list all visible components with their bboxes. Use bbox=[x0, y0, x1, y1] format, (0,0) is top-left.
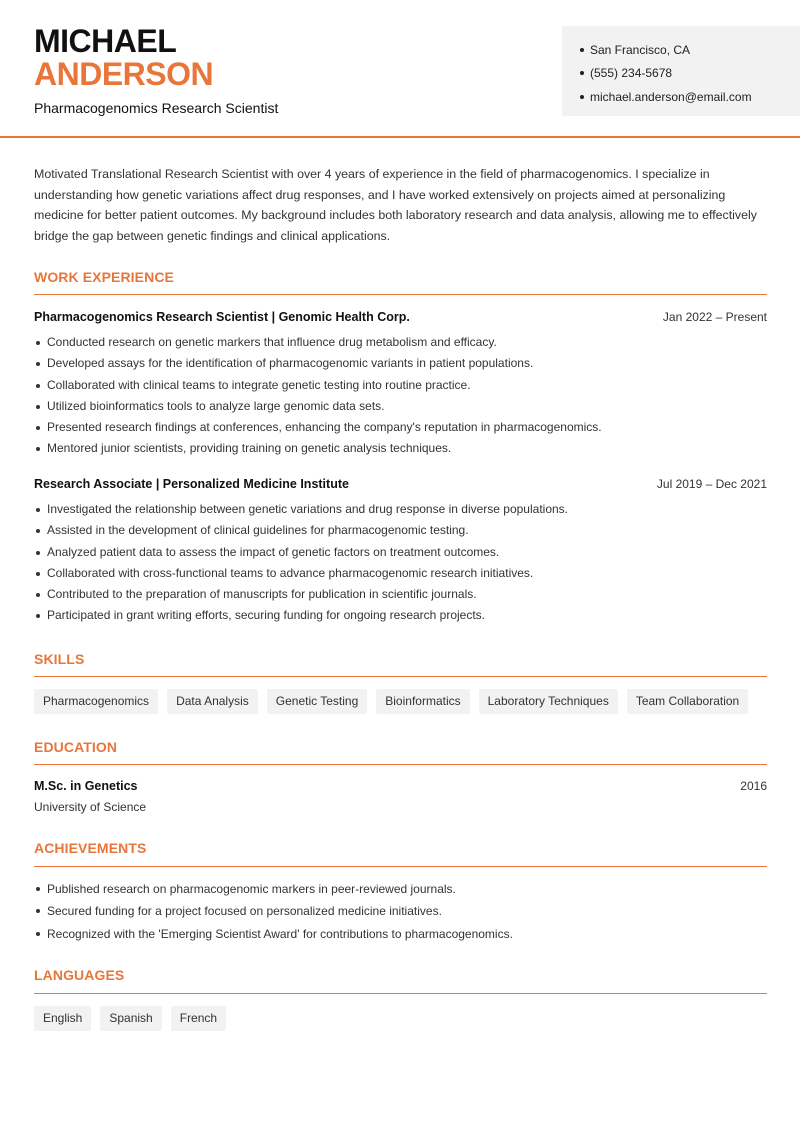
bullet-icon bbox=[580, 48, 584, 52]
language-chip: Spanish bbox=[100, 1006, 161, 1031]
contact-box bbox=[562, 26, 800, 116]
list-item: Conducted research on genetic markers that influence drug metabolism and efficacy. bbox=[47, 332, 602, 353]
contact-email[interactable]: michael.anderson@email.com bbox=[580, 85, 800, 109]
section-divider bbox=[34, 993, 767, 994]
education-degree: M.Sc. in Genetics bbox=[34, 779, 138, 793]
job-bullets bbox=[47, 499, 568, 627]
skill-chip: Laboratory Techniques bbox=[479, 689, 618, 714]
first-name: MICHAEL bbox=[34, 23, 177, 59]
list-item: Published research on pharmacogenomic markers in peer-reviewed journals. bbox=[47, 878, 513, 900]
bullet-icon bbox=[580, 95, 584, 99]
section-divider bbox=[34, 676, 767, 677]
job-role: Pharmacogenomics Research Scientist bbox=[34, 100, 279, 116]
list-item: Investigated the relationship between genetic variations and drug response in diverse populations. bbox=[47, 499, 568, 520]
list-item: Participated in grant writing efforts, securing funding for ongoing research projects. bbox=[47, 605, 568, 626]
language-chip: French bbox=[171, 1006, 226, 1031]
section-divider bbox=[34, 764, 767, 765]
section-divider bbox=[34, 866, 767, 867]
resume-header bbox=[0, 0, 800, 138]
list-item: Utilized bioinformatics tools to analyze large genomic data sets. bbox=[47, 396, 602, 417]
contact-phone: (555) 234-5678 bbox=[580, 62, 800, 86]
skill-chip: Bioinformatics bbox=[376, 689, 469, 714]
list-item: Collaborated with clinical teams to integrate genetic testing into routine practice. bbox=[47, 375, 602, 396]
skill-chip: Data Analysis bbox=[167, 689, 258, 714]
list-item: Secured funding for a project focused on personalized medicine initiatives. bbox=[47, 900, 513, 922]
job-date: Jul 2019 – Dec 2021 bbox=[656, 477, 767, 491]
section-title-education: EDUCATION bbox=[34, 739, 118, 755]
list-item: Presented research findings at conferences, enhancing the company's reputation in pharmacogenomics. bbox=[47, 417, 602, 438]
last-name: ANDERSON bbox=[34, 56, 214, 92]
contact-location: San Francisco, CA bbox=[580, 38, 800, 62]
achievements-list bbox=[47, 878, 513, 945]
skill-chip: Team Collaboration bbox=[627, 689, 748, 714]
section-title-skills: SKILLS bbox=[34, 651, 85, 667]
job-title: Research Associate | Personalized Medicine Institute bbox=[34, 477, 349, 491]
bullet-icon bbox=[580, 71, 584, 75]
list-item: Developed assays for the identification of pharmacogenomic variants in patient populations. bbox=[47, 353, 602, 374]
language-chip: English bbox=[34, 1006, 91, 1031]
section-divider bbox=[34, 294, 767, 295]
job-title: Pharmacogenomics Research Scientist | Genomic Health Corp. bbox=[34, 310, 410, 324]
list-item: Collaborated with cross-functional teams to advance pharmacogenomic research initiatives. bbox=[47, 563, 568, 584]
section-title-work: WORK EXPERIENCE bbox=[34, 269, 174, 285]
skill-chip: Pharmacogenomics bbox=[34, 689, 158, 714]
job-bullets bbox=[47, 332, 602, 460]
list-item: Mentored junior scientists, providing training on genetic analysis techniques. bbox=[47, 438, 602, 459]
list-item: Contributed to the preparation of manuscripts for publication in scientific journals. bbox=[47, 584, 568, 605]
section-title-achievements: ACHIEVEMENTS bbox=[34, 840, 147, 856]
list-item: Analyzed patient data to assess the impact of genetic factors on treatment outcomes. bbox=[47, 542, 568, 563]
education-school: University of Science bbox=[34, 800, 147, 814]
section-title-languages: LANGUAGES bbox=[34, 967, 125, 983]
list-item: Recognized with the 'Emerging Scientist Award' for contributions to pharmacogenomics. bbox=[47, 923, 513, 945]
languages-list bbox=[34, 1006, 226, 1031]
job-date: Jan 2022 – Present bbox=[662, 310, 767, 324]
list-item: Assisted in the development of clinical guidelines for pharmacogenomic testing. bbox=[47, 520, 568, 541]
skill-chip: Genetic Testing bbox=[267, 689, 368, 714]
education-year: 2016 bbox=[740, 779, 767, 793]
profile-summary: Motivated Translational Research Scientist with over 4 years of experience in the field of pharmacogenomics. I specialize in understanding how genetic variations affect drug responses, and I have worked extensively on projects aimed at personalizing medicine for better patient outcomes. My background includes both laboratory research and data analysis, allowing me to effectively bridge the gap between genetic findings and clinical applications. bbox=[34, 167, 757, 243]
skills-list bbox=[34, 689, 748, 714]
